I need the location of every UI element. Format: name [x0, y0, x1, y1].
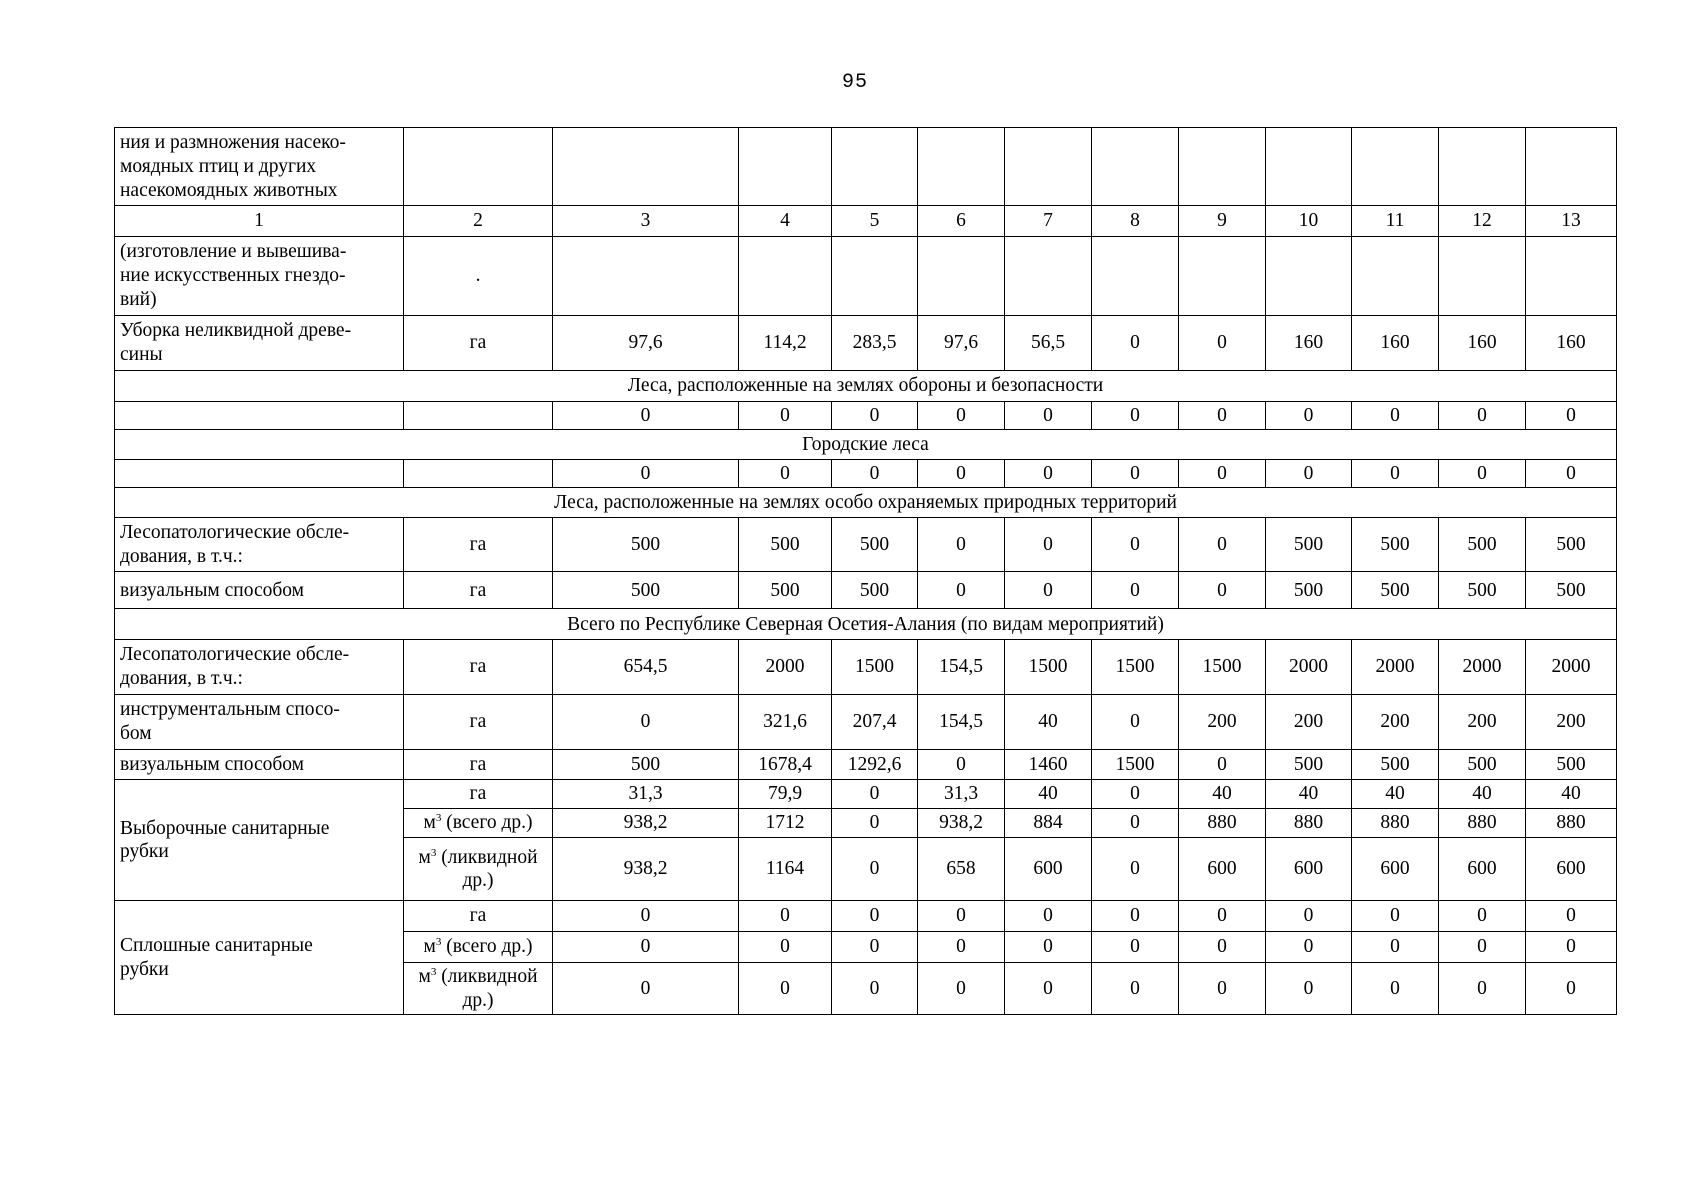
value-cell: 1460 [1005, 749, 1092, 780]
value-cell: 938,2 [553, 838, 739, 901]
column-number: 4 [739, 206, 832, 237]
value-cell: 0 [1092, 932, 1179, 963]
value-cell: 97,6 [553, 316, 739, 371]
row-name-line: инструментальным спосо- [120, 699, 340, 721]
row-name-cell [115, 695, 404, 750]
empty-cell [918, 128, 1005, 206]
unit-suffix: (ликвидной др.) [436, 966, 538, 1011]
empty-cell [1266, 128, 1352, 206]
value-cell: 0 [1092, 780, 1179, 809]
value-cell: 160 [1526, 316, 1617, 371]
empty-cell [1526, 237, 1617, 316]
value-cell: 600 [1439, 838, 1526, 901]
value-cell: 40 [1179, 780, 1266, 809]
row-name-line: Выборочные санитарные [120, 817, 330, 839]
row-name-line: бом [120, 722, 152, 744]
value-cell: 500 [553, 517, 739, 572]
value-cell: 200 [1526, 695, 1617, 750]
value-cell: 200 [1352, 695, 1439, 750]
unit-cell [404, 963, 553, 1015]
value-cell: 160 [1439, 316, 1526, 371]
section-row [115, 609, 1617, 640]
value-cell: 0 [1179, 932, 1266, 963]
value-cell: 0 [1352, 963, 1439, 1015]
value-cell: 0 [1179, 316, 1266, 371]
table-row [115, 572, 1617, 609]
value-cell: 56,5 [1005, 316, 1092, 371]
unit-cell: га [404, 572, 553, 609]
value-cell: 0 [918, 517, 1005, 572]
value-cell: 0 [1439, 932, 1526, 963]
value-cell: 0 [1005, 901, 1092, 932]
value-cell: 0 [739, 901, 832, 932]
empty-cell [1526, 128, 1617, 206]
value-cell: 0 [918, 963, 1005, 1015]
value-cell: 0 [918, 459, 1005, 487]
table-row [115, 901, 1617, 932]
value-cell: 0 [553, 932, 739, 963]
value-cell: 880 [1439, 809, 1526, 838]
table-row [115, 780, 1617, 809]
value-cell: 0 [1179, 749, 1266, 780]
unit-superscript: 3 [430, 846, 437, 859]
value-cell: 40 [1526, 780, 1617, 809]
row-name-line: вий) [120, 288, 157, 310]
empty-cell [1352, 237, 1439, 316]
value-cell: 160 [1352, 316, 1439, 371]
empty-cell [1179, 237, 1266, 316]
unit-cell: га [404, 316, 553, 371]
value-cell: 1500 [1092, 749, 1179, 780]
row-name-cell: визуальным способом [115, 749, 404, 780]
value-cell: 0 [1266, 459, 1352, 487]
value-cell: 0 [1439, 901, 1526, 932]
table-row [115, 401, 1617, 429]
value-cell: 880 [1179, 809, 1266, 838]
value-cell: 1500 [1179, 640, 1266, 695]
empty-cell [404, 401, 553, 429]
value-cell: 884 [1005, 809, 1092, 838]
value-cell: 200 [1439, 695, 1526, 750]
value-cell: 0 [1092, 517, 1179, 572]
row-name-line: дования, в т.ч.: [120, 668, 243, 690]
value-cell: 0 [553, 459, 739, 487]
value-cell: 114,2 [739, 316, 832, 371]
column-number: 1 [115, 206, 404, 237]
value-cell: 2000 [1266, 640, 1352, 695]
column-number: 2 [404, 206, 553, 237]
value-cell: 0 [1092, 901, 1179, 932]
column-number: 12 [1439, 206, 1526, 237]
value-cell: 207,4 [832, 695, 918, 750]
empty-cell [553, 128, 739, 206]
value-cell: 1164 [739, 838, 832, 901]
value-cell: 0 [832, 401, 918, 429]
value-cell: 40 [1005, 780, 1092, 809]
row-name-line: рубки [120, 958, 169, 980]
value-cell: 880 [1352, 809, 1439, 838]
value-cell: 40 [1352, 780, 1439, 809]
unit-cell [404, 809, 553, 838]
value-cell: 500 [1526, 517, 1617, 572]
value-cell: 500 [1439, 517, 1526, 572]
value-cell: 321,6 [739, 695, 832, 750]
value-cell: 500 [1439, 572, 1526, 609]
unit-cell: га [404, 749, 553, 780]
value-cell: 0 [1092, 809, 1179, 838]
unit-cell: га [404, 901, 553, 932]
column-number: 13 [1526, 206, 1617, 237]
section-title: Городские леса [115, 429, 1617, 459]
value-cell: 880 [1266, 809, 1352, 838]
unit-cell: га [404, 517, 553, 572]
value-cell: 500 [1526, 749, 1617, 780]
value-cell: 500 [1266, 749, 1352, 780]
value-cell: 0 [1352, 901, 1439, 932]
value-cell: 0 [1439, 963, 1526, 1015]
section-row [115, 429, 1617, 459]
table-row [115, 459, 1617, 487]
value-cell: 0 [1266, 901, 1352, 932]
empty-cell [832, 237, 918, 316]
value-cell: 600 [1005, 838, 1092, 901]
value-cell: 0 [832, 780, 918, 809]
column-number: 9 [1179, 206, 1266, 237]
row-name-cell [115, 316, 404, 371]
column-number: 8 [1092, 206, 1179, 237]
value-cell: 0 [1352, 459, 1439, 487]
value-cell: 0 [918, 749, 1005, 780]
value-cell: 500 [739, 517, 832, 572]
value-cell: 500 [1266, 572, 1352, 609]
value-cell: 31,3 [553, 780, 739, 809]
unit-cell [404, 838, 553, 901]
value-cell: 0 [739, 459, 832, 487]
unit-superscript: 3 [430, 966, 437, 979]
unit-suffix: (всего др.) [441, 812, 533, 834]
row-name-cell [115, 780, 404, 901]
row-name-line: Уборка неликвидной древе- [120, 320, 352, 342]
value-cell: 500 [553, 749, 739, 780]
row-name-cell [115, 517, 404, 572]
unit-prefix: м [423, 812, 436, 834]
value-cell: 938,2 [918, 809, 1005, 838]
value-cell: 0 [553, 963, 739, 1015]
value-cell: 97,6 [918, 316, 1005, 371]
row-name-line: сины [120, 344, 163, 366]
value-cell: 880 [1526, 809, 1617, 838]
table-row [115, 316, 1617, 371]
value-cell: 500 [832, 517, 918, 572]
row-name-line: (изготовление и вывешива- [120, 241, 347, 263]
value-cell: 0 [739, 932, 832, 963]
empty-cell [1439, 237, 1526, 316]
value-cell: 0 [832, 838, 918, 901]
value-cell: 500 [553, 572, 739, 609]
empty-cell [1092, 128, 1179, 206]
value-cell: 0 [739, 963, 832, 1015]
value-cell: 0 [1092, 316, 1179, 371]
column-number: 11 [1352, 206, 1439, 237]
unit-suffix: (всего др.) [441, 936, 533, 958]
value-cell: 0 [1179, 401, 1266, 429]
value-cell: 2000 [1526, 640, 1617, 695]
value-cell: 0 [832, 963, 918, 1015]
empty-cell [553, 237, 739, 316]
empty-cell [739, 237, 832, 316]
row-name-line: дования, в т.ч.: [120, 545, 243, 567]
row-name-line: моядных птиц и других [120, 155, 317, 177]
table-row [115, 517, 1617, 572]
unit-prefix: м [418, 846, 431, 868]
column-number: 6 [918, 206, 1005, 237]
empty-cell [404, 459, 553, 487]
value-cell: 40 [1439, 780, 1526, 809]
value-cell: 500 [1352, 517, 1439, 572]
column-number-row [115, 206, 1617, 237]
value-cell: 0 [553, 901, 739, 932]
value-cell: 0 [1005, 572, 1092, 609]
value-cell: 0 [1526, 932, 1617, 963]
value-cell: 0 [1005, 401, 1092, 429]
unit-cell [404, 932, 553, 963]
section-title: Всего по Республике Северная Осетия-Алания (по видам мероприятий) [115, 609, 1617, 640]
value-cell: 500 [739, 572, 832, 609]
unit-prefix: м [423, 936, 436, 958]
value-cell: 31,3 [918, 780, 1005, 809]
value-cell: 0 [1005, 963, 1092, 1015]
value-cell: 0 [1092, 963, 1179, 1015]
value-cell: 0 [1439, 459, 1526, 487]
empty-cell [1092, 237, 1179, 316]
empty-cell [832, 128, 918, 206]
value-cell: 0 [832, 932, 918, 963]
row-name-cell [115, 128, 404, 206]
value-cell: 1678,4 [739, 749, 832, 780]
empty-cell [918, 237, 1005, 316]
value-cell: 0 [918, 932, 1005, 963]
row-name-line: Лесопатологические обсле- [120, 644, 350, 666]
empty-cell [1266, 237, 1352, 316]
value-cell: 2000 [1439, 640, 1526, 695]
value-cell: 0 [1266, 932, 1352, 963]
value-cell: 600 [1526, 838, 1617, 901]
value-cell: 0 [1526, 963, 1617, 1015]
unit-superscript: 3 [435, 812, 442, 825]
value-cell: 1500 [832, 640, 918, 695]
value-cell: 1292,6 [832, 749, 918, 780]
unit-cell: га [404, 780, 553, 809]
row-name-line: ния и размножения насеко- [120, 132, 346, 153]
value-cell: 0 [553, 401, 739, 429]
value-cell: 79,9 [739, 780, 832, 809]
value-cell: 0 [1092, 695, 1179, 750]
section-title: Леса, расположенные на землях особо охраняемых природных территорий [115, 487, 1617, 517]
section-row [115, 487, 1617, 517]
table-row [115, 128, 1617, 206]
unit-prefix: м [418, 966, 431, 988]
value-cell: 500 [1526, 572, 1617, 609]
table-row [115, 695, 1617, 750]
value-cell: 658 [918, 838, 1005, 901]
value-cell: 500 [1266, 517, 1352, 572]
value-cell: 0 [832, 809, 918, 838]
value-cell: 0 [918, 572, 1005, 609]
value-cell: 0 [739, 401, 832, 429]
unit-cell: га [404, 695, 553, 750]
value-cell: 40 [1266, 780, 1352, 809]
value-cell: 0 [918, 401, 1005, 429]
forest-measures-table [114, 127, 1617, 1015]
value-cell: 0 [1439, 401, 1526, 429]
empty-cell [404, 128, 553, 206]
unit-cell: . [404, 237, 553, 316]
value-cell: 1500 [1092, 640, 1179, 695]
row-name-cell [115, 640, 404, 695]
value-cell: 0 [553, 695, 739, 750]
value-cell: 0 [1526, 459, 1617, 487]
row-name-line: рубки [120, 841, 169, 863]
value-cell: 500 [832, 572, 918, 609]
value-cell: 0 [1526, 401, 1617, 429]
empty-cell [1179, 128, 1266, 206]
column-number: 7 [1005, 206, 1092, 237]
value-cell: 500 [1439, 749, 1526, 780]
empty-cell [1005, 237, 1092, 316]
row-name-cell [115, 237, 404, 316]
value-cell: 0 [1179, 963, 1266, 1015]
empty-cell [1005, 128, 1092, 206]
value-cell: 1500 [1005, 640, 1092, 695]
row-name-cell [115, 901, 404, 1015]
value-cell: 0 [1179, 572, 1266, 609]
unit-suffix: (ликвидной др.) [436, 846, 538, 892]
value-cell: 1712 [739, 809, 832, 838]
value-cell: 0 [1179, 517, 1266, 572]
value-cell: 0 [1092, 838, 1179, 901]
row-name-cell: визуальным способом [115, 572, 404, 609]
row-name-line: насекомоядных животных [120, 179, 338, 201]
table-row [115, 640, 1617, 695]
empty-cell [115, 459, 404, 487]
value-cell: 40 [1005, 695, 1092, 750]
value-cell: 154,5 [918, 640, 1005, 695]
value-cell: 0 [1179, 901, 1266, 932]
value-cell: 0 [1352, 401, 1439, 429]
value-cell: 283,5 [832, 316, 918, 371]
table-row [115, 749, 1617, 780]
value-cell: 154,5 [918, 695, 1005, 750]
value-cell: 0 [832, 459, 918, 487]
value-cell: 200 [1266, 695, 1352, 750]
row-name-line: Сплошные санитарные [120, 935, 313, 957]
empty-cell [1439, 128, 1526, 206]
empty-cell [739, 128, 832, 206]
section-title: Леса, расположенные на землях обороны и безопасности [115, 370, 1617, 401]
row-name-line: ние искусственных гнездо- [120, 265, 346, 287]
value-cell: 500 [1352, 572, 1439, 609]
row-name-line: Лесопатологические обсле- [120, 521, 350, 543]
value-cell: 0 [832, 901, 918, 932]
value-cell: 200 [1179, 695, 1266, 750]
column-number: 5 [832, 206, 918, 237]
value-cell: 654,5 [553, 640, 739, 695]
value-cell: 0 [918, 901, 1005, 932]
section-row [115, 370, 1617, 401]
empty-cell [115, 401, 404, 429]
value-cell: 0 [1179, 459, 1266, 487]
column-number: 10 [1266, 206, 1352, 237]
table-row [115, 237, 1617, 316]
value-cell: 938,2 [553, 809, 739, 838]
unit-cell: га [404, 640, 553, 695]
value-cell: 0 [1266, 401, 1352, 429]
value-cell: 2000 [1352, 640, 1439, 695]
value-cell: 0 [1092, 401, 1179, 429]
value-cell: 0 [1266, 963, 1352, 1015]
value-cell: 0 [1526, 901, 1617, 932]
value-cell: 500 [1352, 749, 1439, 780]
value-cell: 0 [1005, 932, 1092, 963]
value-cell: 600 [1266, 838, 1352, 901]
value-cell: 0 [1005, 517, 1092, 572]
value-cell: 600 [1352, 838, 1439, 901]
unit-superscript: 3 [435, 936, 442, 949]
value-cell: 600 [1179, 838, 1266, 901]
value-cell: 0 [1352, 932, 1439, 963]
value-cell: 160 [1266, 316, 1352, 371]
value-cell: 0 [1005, 459, 1092, 487]
value-cell: 2000 [739, 640, 832, 695]
value-cell: 0 [1092, 572, 1179, 609]
empty-cell [1352, 128, 1439, 206]
column-number: 3 [553, 206, 739, 237]
page-number: 95 [841, 71, 868, 94]
value-cell: 0 [1092, 459, 1179, 487]
